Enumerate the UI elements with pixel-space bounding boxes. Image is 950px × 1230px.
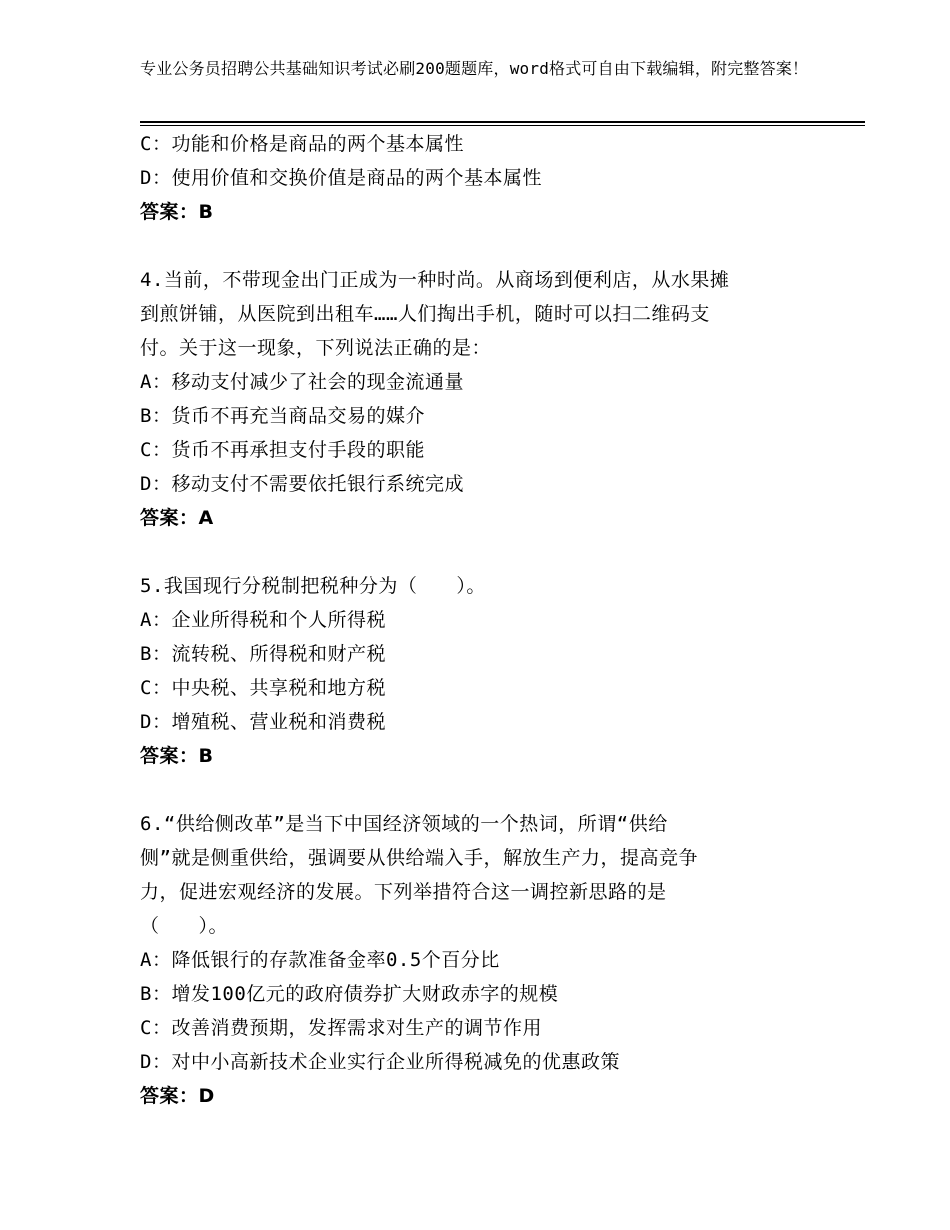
option-c: C：货币不再承担支付手段的职能	[140, 439, 425, 461]
option-d: D：移动支付不需要依托银行系统完成	[140, 473, 464, 495]
spacer	[140, 773, 820, 807]
option-c: C：改善消费预期，发挥需求对生产的调节作用	[140, 1017, 542, 1039]
question-stem-line: 到煎饼铺，从医院到出租车……人们掏出手机，随时可以扫二维码支	[140, 303, 710, 325]
option-a: A：降低银行的存款准备金率0.5个百分比	[140, 949, 500, 971]
page-header: 专业公务员招聘公共基础知识考试必刷200题题库，word格式可自由下载编辑，附完整答案！	[140, 59, 809, 78]
spacer	[140, 229, 820, 263]
question-stem-line: 付。关于这一现象，下列说法正确的是：	[140, 337, 492, 359]
answer-line: 答案：A	[140, 507, 214, 529]
option-d: D：对中小高新技术企业实行企业所得税减免的优惠政策	[140, 1051, 620, 1073]
question-stem-line: 5.我国现行分税制把税种分为（ ）。	[140, 575, 486, 597]
option-d: D：使用价值和交换价值是商品的两个基本属性	[140, 167, 542, 189]
option-d: D：增殖税、营业税和消费税	[140, 711, 386, 733]
option-c: C：功能和价格是商品的两个基本属性	[140, 133, 464, 155]
question-stem-line: 4.当前，不带现金出门正成为一种时尚。从商场到便利店，从水果摊	[140, 269, 730, 291]
option-a: A：企业所得税和个人所得税	[140, 609, 386, 631]
answer-line: 答案：D	[140, 1085, 215, 1107]
question-stem-line: 力，促进宏观经济的发展。下列举措符合这一调控新思路的是	[140, 881, 667, 903]
header-rule-thick	[140, 121, 865, 123]
answer-line: 答案：B	[140, 201, 214, 223]
option-c: C：中央税、共享税和地方税	[140, 677, 386, 699]
question-stem-line: 侧”就是侧重供给，强调要从供给端入手，解放生产力，提高竞争	[140, 847, 698, 869]
answer-line: 答案：B	[140, 745, 214, 767]
question-5	[140, 569, 820, 773]
question-6	[140, 807, 820, 1113]
question-stem-line: 6.“供给侧改革”是当下中国经济领域的一个热词，所谓“供给	[140, 813, 668, 835]
option-b: B：流转税、所得税和财产税	[140, 643, 386, 665]
spacer	[140, 535, 820, 569]
question-stem-line: （ ）。	[140, 915, 229, 937]
header-rule-thin	[140, 125, 865, 126]
option-b: B：货币不再充当商品交易的媒介	[140, 405, 425, 427]
question-content	[140, 127, 820, 1113]
option-b: B：增发100亿元的政府债券扩大财政赤字的规模	[140, 983, 559, 1005]
question-block-previous	[140, 127, 820, 229]
option-a: A：移动支付减少了社会的现金流通量	[140, 371, 464, 393]
question-4	[140, 263, 820, 535]
